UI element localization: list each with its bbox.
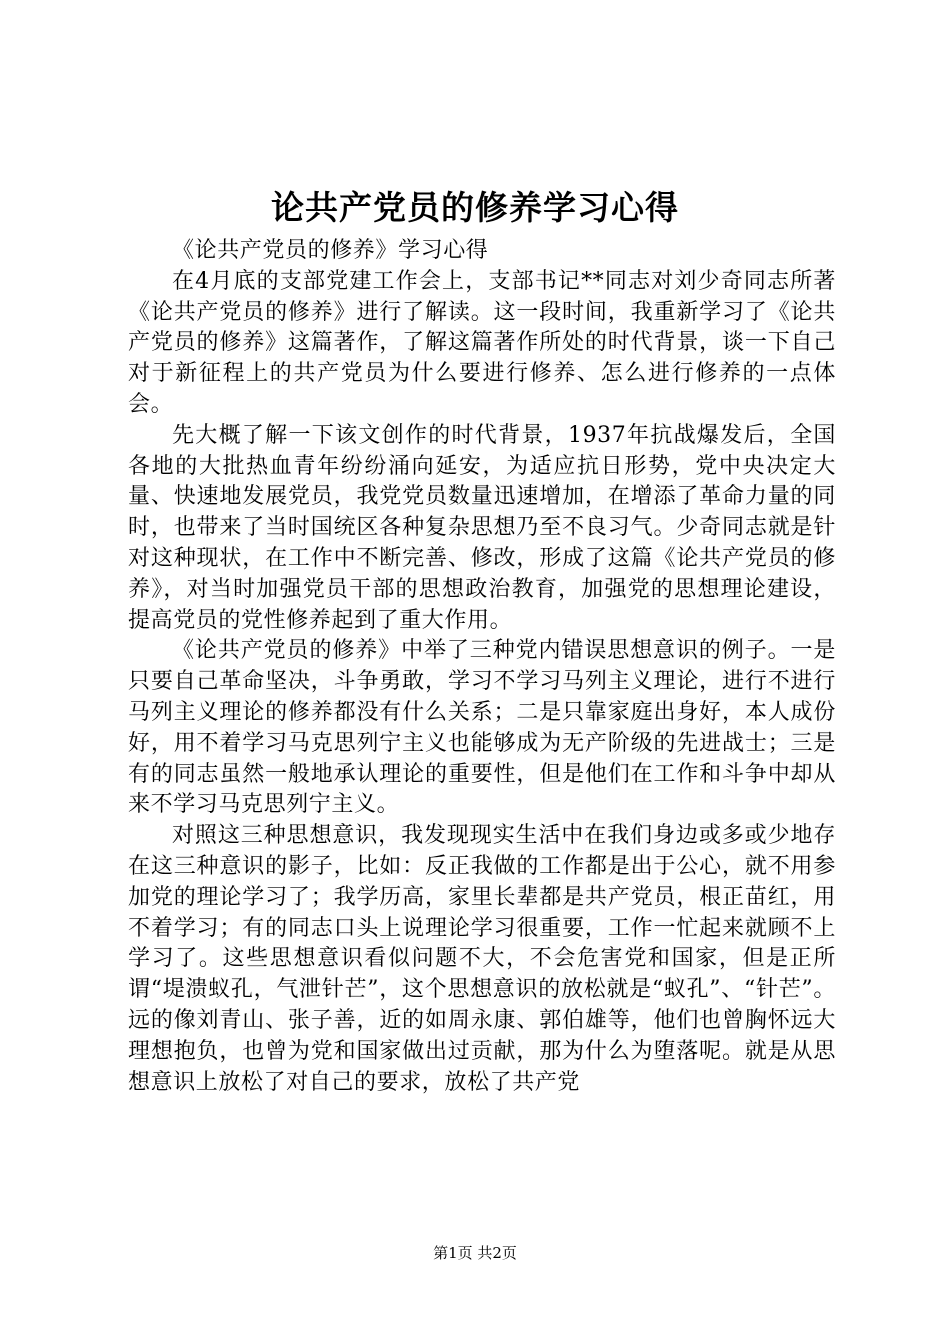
paragraph-4: 对照这三种思想意识，我发现现实生活中在我们身边或多或少地存在这三种意识的影子，比如：反正我做的工作都是出于公心，就不用参加党的理论学习了；我学历高，家里长辈都是共产党员，根正苗红，用不着学习；有的同志口头上说理论学习很重要，工作一忙起来就顾不上学习了。这些思想意识看似问题不大，不会危害党和国家，但是正所谓“堤溃蚁孔，气泄针芒”，这个思想意识的放松就是“蚁孔”、“针芒”。远的像刘青山、张子善，近的如周永康、郭伯雄等，他们也曾胸怀远大理想抱负，也曾为党和国家做出过贡献，那为什么为堕落呢。就是从思想意识上放松了对自己的要求，放松了共产党	[128, 823, 836, 1095]
page-title: 论共产党员的修养学习心得	[271, 188, 679, 227]
paragraph-2: 先大概了解一下该文创作的时代背景，1937年抗战爆发后，全国各地的大批热血青年纷纷涌向延安，为适应抗日形势，党中央决定大量、快速地发展党员，我党党员数量迅速增加，在增添了革命力量的同时，也带来了当时国统区各种复杂思想乃至不良习气。少奇同志就是针对这种现状，在工作中不断完善、修改，形成了这篇《论共产党员的修养》，对当时加强党员干部的思想政治教育，加强党的思想理论建设，提高党员的党性修养起到了重大作用。	[128, 422, 836, 633]
page-number-footer: 第1页 共2页	[433, 1244, 517, 1262]
paragraph-3: 《论共产党员的修养》中举了三种党内错误思想意识的例子。一是只要自己革命坚决，斗争勇敢，学习不学习马列主义理论，进行不进行马列主义理论的修养都没有什么关系；二是只靠家庭出身好，本人成份好，用不着学习马克思列宁主义也能够成为无产阶级的先进战士；三是有的同志虽然一般地承认理论的重要性，但是他们在工作和斗争中却从来不学习马克思列宁主义。	[128, 638, 836, 818]
paragraph-1: 在4月底的支部党建工作会上，支部书记**同志对刘少奇同志所著《论共产党员的修养》进行了解读。这一段时间，我重新学习了《论共产党员的修养》这篇著作，了解这篇著作所处的时代背景，谈一下自己对于新征程上的共产党员为什么要进行修养、怎么进行修养的一点体会。	[128, 268, 836, 417]
paragraph-heading: 《论共产党员的修养》学习心得	[172, 238, 489, 263]
document-body	[128, 236, 836, 1098]
